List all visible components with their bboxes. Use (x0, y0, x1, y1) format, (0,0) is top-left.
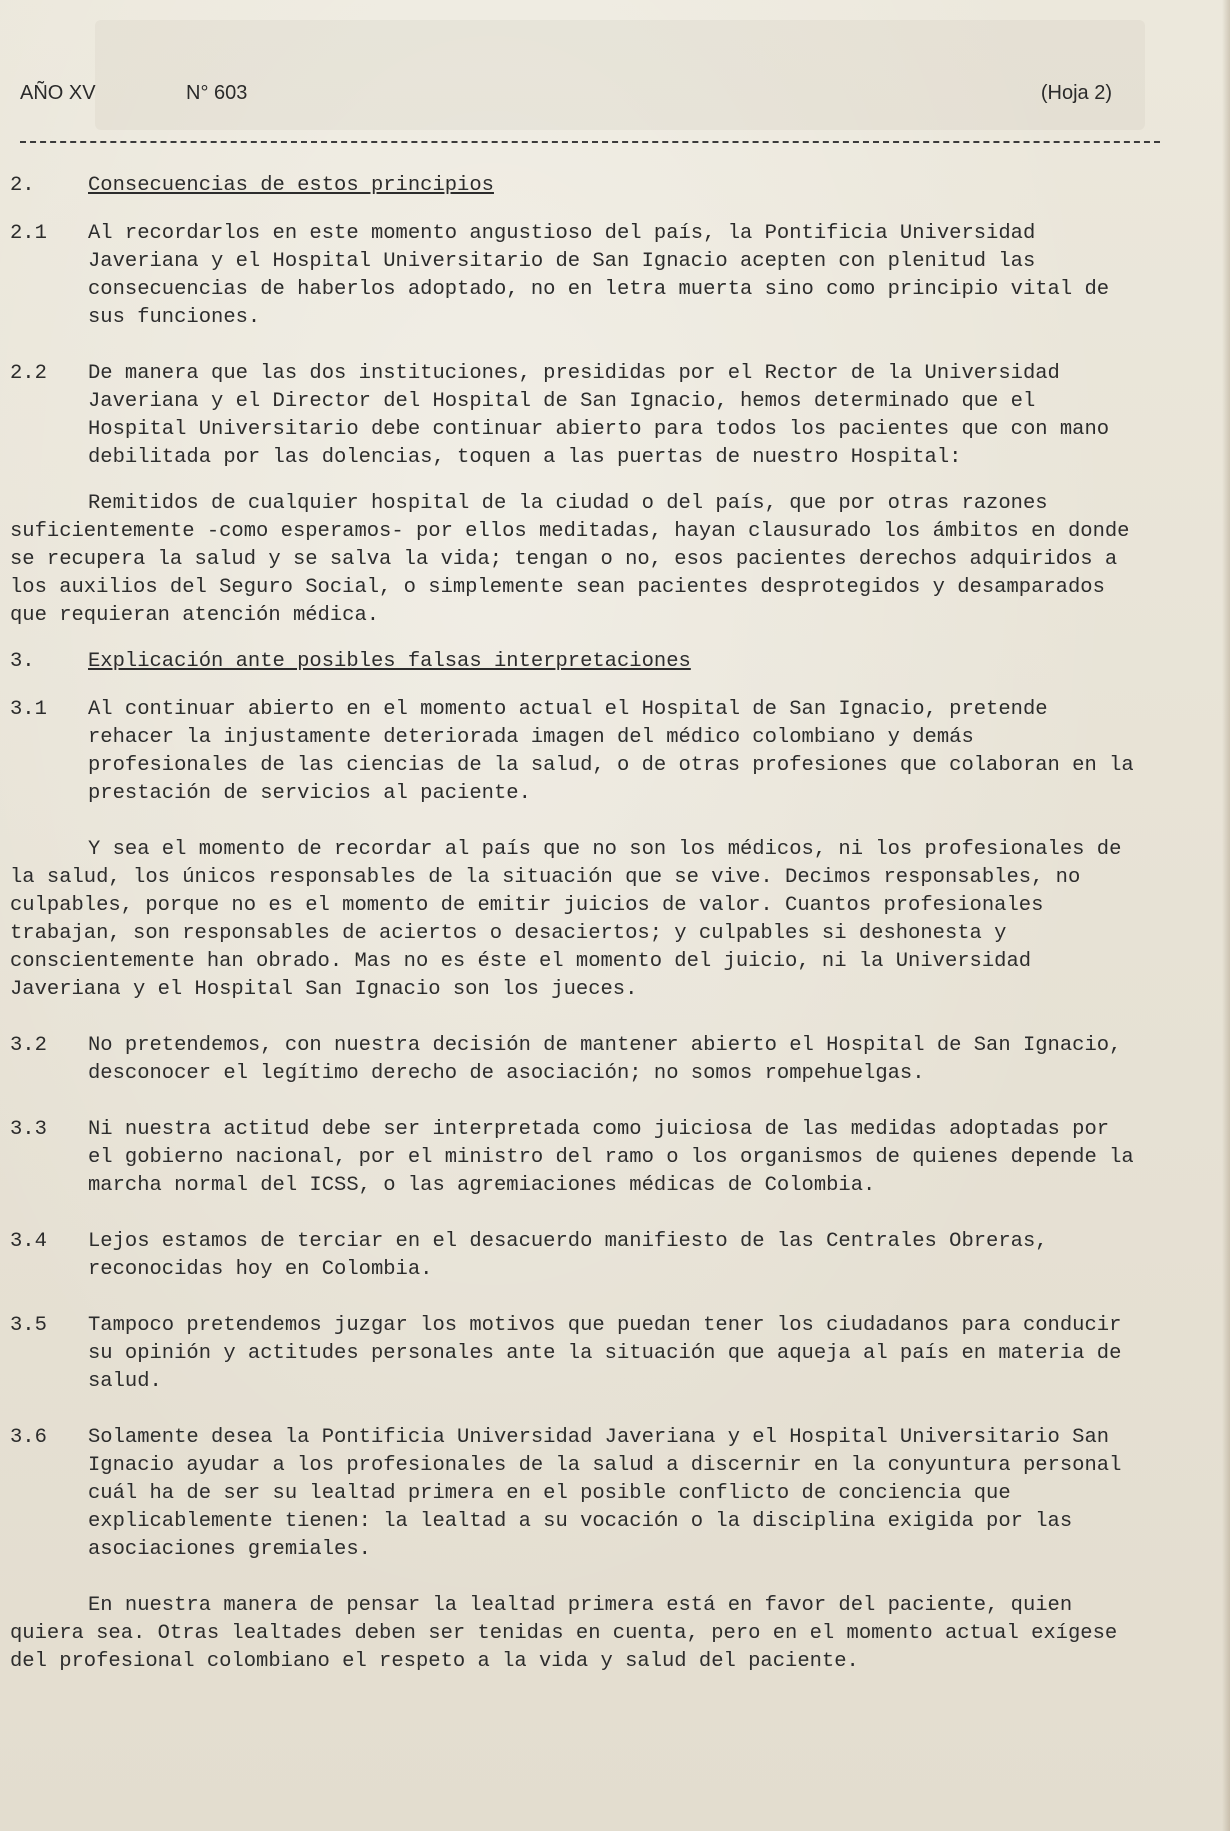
header-sheet: (Hoja 2) (1040, 82, 1112, 104)
item-3-3 (10, 1116, 1145, 1200)
page-edge-shadow (1222, 0, 1230, 1831)
header-divider (20, 141, 1160, 143)
item-3-2-number: 3.2 (10, 1034, 47, 1057)
item-3-3-number: 3.3 (10, 1118, 47, 1141)
item-3-4-text: Lejos estamos de terciar en el desacuerdo manifiesto de las Centrales Obreras, reconocidas hoy en Colombia. (88, 1230, 1048, 1281)
item-3-5-number: 3.5 (10, 1314, 47, 1337)
item-3-5-text: Tampoco pretendemos juzgar los motivos que puedan tener los ciudadanos para conducir su opinión y actitudes personales ante la situación que aqueja al país en materia de salud. (88, 1314, 1122, 1393)
item-3-4 (10, 1228, 1145, 1284)
section-2-number: 2. (10, 174, 35, 197)
item-3-1-paragraph: Y sea el momento de recordar al país que no son los médicos, ni los profesionales de la salud, los únicos responsables de la situación que se vive. Decimos responsables, no culpables, porque no es el momento de emitir juicios de valor. Cuantos profesionales trabajan, son responsables de aciertos o desaciertos; y culpables si deshonesta y conscientemente han obrado. Mas no es éste el momento del juicio, ni la Universidad Javeriana y el Hospital San Ignacio son los jueces. (10, 838, 1122, 1001)
section-3-title: Explicación ante posibles falsas interpretaciones (88, 650, 691, 673)
item-3-1 (10, 696, 1145, 808)
header-year: AÑO XV (20, 82, 96, 104)
section-2-title: Consecuencias de estos principios (88, 174, 494, 197)
section-2-heading (10, 172, 1145, 200)
item-3-6-paragraph: En nuestra manera de pensar la lealtad primera está en favor del paciente, quien quiera sea. Otras lealtades deben ser tenidas en cuenta, pero en el momento actual exígese del profesional colombiano el respeto a la vida y salud del paciente. (10, 1594, 1118, 1673)
item-3-6-number: 3.6 (10, 1426, 47, 1449)
header-number: N° 603 (186, 82, 248, 104)
item-2-2-paragraph: Remitidos de cualquier hospital de la ciudad o del país, que por otras razones suficientemente -como esperamos- por ellos meditadas, hayan clausurado los ámbitos en donde se recupera la salud y se salva la vida; tengan o no, esos pacientes derechos adquiridos a los auxilios del Seguro Social, o simplemente sean pacientes desprotegidos y desamparados que requieran atención médica. (10, 492, 1130, 627)
item-2-2-number: 2.2 (10, 362, 47, 385)
item-3-1-text: Al continuar abierto en el momento actual el Hospital de San Ignacio, pretende rehacer la injustamente deteriorada imagen del médico colombiano y demás profesionales de las ciencias de la salud, o de otras profesiones que colaboran en la prestación de servicios al paciente. (88, 698, 1134, 805)
section-3-heading (10, 648, 1145, 676)
bleed-through-shadow (95, 20, 1145, 130)
document-body (10, 172, 1145, 1676)
item-2-1-number: 2.1 (10, 222, 47, 245)
item-3-6 (10, 1424, 1145, 1564)
item-3-3-text: Ni nuestra actitud debe ser interpretada como juiciosa de las medidas adoptadas por el gobierno nacional, por el ministro del ramo o los organismos de quienes depende la marcha normal del ICSS, o las agremiaciones médicas de Colombia. (88, 1118, 1134, 1197)
item-3-5 (10, 1312, 1145, 1396)
item-2-2-text: De manera que las dos instituciones, presididas por el Rector de la Universidad Javeriana y el Director del Hospital de San Ignacio, hemos determinado que el Hospital Universitario debe continuar abierto para todos los pacientes que con mano debilitada por las dolencias, toquen a las puertas de nuestro Hospital: (88, 362, 1110, 469)
item-2-2 (10, 360, 1145, 472)
item-3-1-number: 3.1 (10, 698, 47, 721)
item-3-6-text: Solamente desea la Pontificia Universidad Javeriana y el Hospital Universitario San Ignacio ayudar a los profesionales de la salud a discernir en la conyuntura personal cuál ha de ser su lealtad primera en el posible conflicto de conciencia que explicablemente tienen: la lealtad a su vocación o la disciplina exigida por las asociaciones gremiales. (88, 1426, 1122, 1561)
item-2-1-text: Al recordarlos en este momento angustioso del país, la Pontificia Universidad Javeriana y el Hospital Universitario de San Ignacio acepten con plenitud las consecuencias de haberlos adoptado, no en letra muerta sino como principio vital de sus funciones. (88, 222, 1110, 329)
item-2-1 (10, 220, 1145, 332)
section-3-number: 3. (10, 650, 35, 673)
item-3-2-text: No pretendemos, con nuestra decisión de mantener abierto el Hospital de San Ignacio, desconocer el legítimo derecho de asociación; no somos rompehuelgas. (88, 1034, 1122, 1085)
document-header (20, 82, 1112, 112)
item-3-2 (10, 1032, 1145, 1088)
item-3-4-number: 3.4 (10, 1230, 47, 1253)
